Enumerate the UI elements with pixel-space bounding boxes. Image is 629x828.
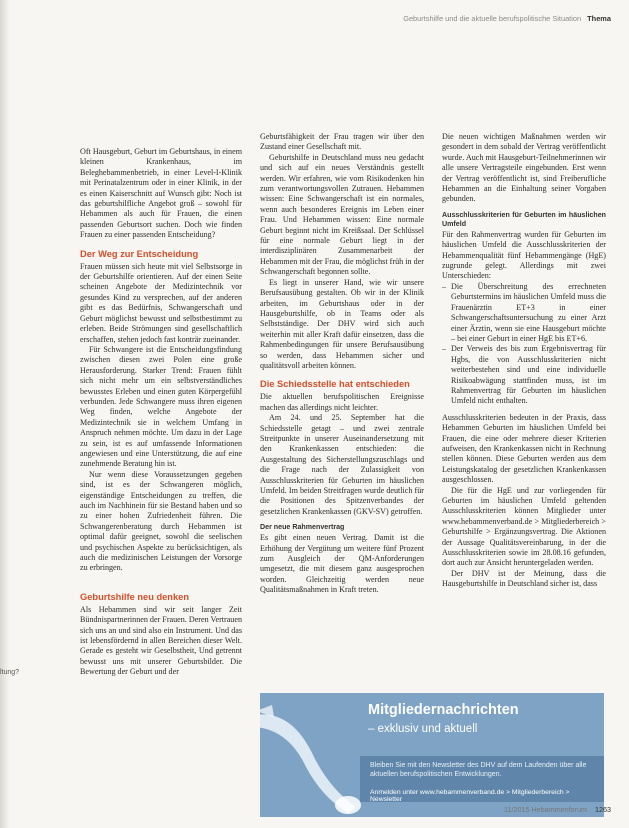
paragraph: Ausschlusskriterien bedeuten in der Praxis, dass Hebammen Geburten im häuslichen Umfeld bei Frauen, die eine oder mehrere dieser Kriterien aufweisen, den Krankenkassen nicht in Rechnung stellen können. Diese Geburten werden aus dem Leistungskatalog der gesetzlichen Krankenkassen ausgeschlossen. [442, 412, 606, 485]
ad-title: Mitgliedernachrichten [368, 702, 519, 718]
running-title: Geburtshilfe und die aktuelle berufspolitische Situation [403, 14, 582, 23]
paragraph: Nur wenn diese Voraussetzungen gegeben sind, ist es der Schwangeren möglich, eigenständige Entscheidungen zu treffen, die auch im Nachhinein für sie Bestand haben und so zu einer hohen Zufriedenheit führen. Die Schwangerenberatung durch Hebammen ist optimal dafür geeignet, sowohl die seelischen und psychischen Aspekte zu berücksichtigen, als auch die medizinischen Leistungen der Vorsorge zu erbringen. [80, 469, 242, 573]
paragraph: Geburtsfähigkeit der Frau tragen wir über den Zustand einer Gesellschaft mit. [260, 132, 424, 152]
paragraph: Für Schwangere ist die Entscheidungsfindung zwischen diesen zwei Polen eine große Herausforderung. Starker Trend: Frauen fühlt sich nicht mehr um ein selbstverständliches bewusstes Erleben und einen guten Körpergefühl verbunden. Jede Schwangere muss ihren eigenen Weg finden, welche Angebote der Medizintechnik sie in welchem Umfang in Anspruch nehmen möchte. Um dazu in der Lage zu sein, ist es auf umfassende Informationen angewiesen und eine Unterstützung, die auf eine zunehmende Beratung hin ist. [80, 344, 242, 469]
edge-fragment-text: ltung? [0, 669, 20, 676]
criteria-list [442, 282, 606, 407]
paragraph: Die für die HgE und zur vorliegenden für Geburten im häuslichen Umfeld geltenden Ausschlusskriterien können Mitglieder unter www.hebammenverband.de > Mitgliederbereich > Geburtshilfe > Ergänzungsvertrag. Die Aktionen der Aussage Qualitätsvereinbarung, in der die Ausschlusskriterien sowie im 28.08.16 gefunden, dort auch zur Ansicht heruntergeladen werden. [442, 485, 606, 568]
trumpet-icon [260, 697, 364, 815]
member-news-ad[interactable] [260, 693, 604, 817]
ad-signup-link[interactable]: Anmelden unter www.hebammenverband.de > Mitgliederbereich > Newsletter [370, 789, 570, 803]
subheading-exclusion-criteria: Ausschlusskriterien für Geburten im häuslichen Umfeld [442, 210, 606, 228]
running-header [403, 14, 611, 23]
intro-paragraph: Oft Hausgeburt, Geburt im Geburtshaus, in einem kleinen Krankenhaus, im Beleghebammenbetrieb, in einer Level-I-Klinik mit Perinatalzentrum oder in einer Klinik, in der es einen Kaiserschnitt auf Wunsch gibt: Noch ist das geburtshilfliche Angebot groß – sowohl für Hebammen als auch für Frauen, die einen passenden Geburtsort suchen. Doch wie finden Frauen zu einer passenden Entscheidung? [80, 147, 242, 240]
paragraph: Als Hebammen sind wir seit langer Zeit Bündnispartnerinnen der Frauen. Deren Vertrauen sich uns an und sind also ein Instrument. Und das ist lebensfördernd in allen Bereichen dieser Welt. Gerade es gesteht wir Geselbstheit, Und getrennt bewusst uns mit unserer Geburtsbilder. Die Bewertung der Geburt und der [80, 604, 242, 677]
text-column-2 [260, 132, 424, 596]
paragraph: Am 24. und 25. September hat die Schiedsstelle getagt – und zwei zentrale Streitpunkte in unserer Auseinandersetzung mit den Krankenkassen entschieden: die Ausgestaltung des Sicherstellungszuschlags und die Frage nach der Zulassigkeit von Ausschlusskriterien für Geburten im häuslichen Umfeld. Im beiden Streitfragen wurde deutlich für die Positionen des Spitzenverbandes der gesetzlichen Krankenkassen (GKV-SV) getroffen. [260, 413, 424, 516]
paragraph: Die aktuellen berufspolitischen Ereignisse machen das allerdings nicht leichter. [260, 392, 424, 412]
page-number: 1263 [595, 805, 611, 814]
text-column-1 [80, 147, 242, 678]
list-item: – Der Verweis des bis zum Ergebnisvertrag für Hgbs, die von Ausschlusskriterien nicht weiterbestehen sind und eine individuelle Risikoabwägung stattfinden muss, ist im Rahmenvertrag für Geburten im häuslichen Umfeld nicht enthalten. [442, 344, 606, 406]
page-spine-shadow [0, 0, 10, 828]
subheading-new-framework: Der neue Rahmenvertrag [260, 523, 345, 532]
ad-text: Bleiben Sie mit den Newsletter des DHV auf dem Laufenden über alle aktuellen berufspolitischen Entwicklungen. [370, 762, 587, 778]
paragraph: Es liegt in unserer Hand, wie wir unsere Berufsausübung gestalten. Ob wir in der Klinik arbeiten, im Geburtshaus oder in der Hausgeburtshilfe, ob in Teams oder als Selbstständige. Der DHV wird sich auch weiterhin mit aller Kraft dafür einsetzen, dass die Rahmenbedingungen für unsere Berufsausübung so werden, dass Hebammen sicher und qualitätsvoll arbeiten können. [260, 277, 424, 370]
page-footer [504, 805, 611, 814]
paragraph: Es gibt einen neuen Vertrag. Damit ist die Erhöhung der Vergütung um weitere fünf Prozent zum Ausgleich der QM-Anforderungen umgesetzt, die mit diesem ganz ausgesprochen worden. Gleichzeitig werden neue Qualitätsmaßnahmen in Kraft treten. [260, 533, 424, 595]
issue-number: 11/2015 [504, 805, 530, 814]
journal-name: Hebammenforum [531, 805, 587, 814]
paragraph: Geburtshilfe in Deutschland muss neu gedacht und sich auf ein neues Verständnis gestellt werden. Wir erfahren, wie vom Risikodenken hin zum verantwortungsvollen Zutrauen. Hebammen wissen: Eine Schwangerschaft ist ein normales, wenn auch besonderes Ereignis im Leben einer Frau. Und Hebammen wissen: Eine normale Geburt beginnt nicht im Kreißsaal. Der Schlüssel für eine normale Geburt liegt in der interdisziplinären Zusammenarbeit der Hebammen mit der Frau, die möglichst früh in der Schwangerschaft begonnen sollte. [260, 152, 424, 277]
paragraph: Die neuen wichtigen Maßnahmen werden wir gesondert in dem sobald der Vertrag veröffentlicht wurde. Auch mit Hausgeburt-Teilnehmerinnen wir alle unsere Vertragsteile eingebunden. Erst wenn der Vertrag veröffentlicht ist, sind Freiberufliche Hebammen an die Einhaltung seiner Vorgaben gebunden. [442, 132, 606, 204]
paragraph: Für den Rahmenvertrag wurden für Geburten im häuslichen Umfeld die Ausschlusskriterien der Hebammenqualität fünf Hebammengänge (HgE) zugrunde gelegt. Allerdings mit zwei Unterschieden: [442, 229, 606, 281]
list-item: – Die Überschreitung des errechneten Geburtstermins im häuslichen Umfeld muss die Frauenärztin ET+3 in einer Schwangerschaftsuntersuchung zu einer Arzt einer Ärztin, wenn sie eine Hausgeburt möchte – bei einer Geburt in einer HgE bis ET+6. [442, 282, 606, 344]
section-label: Thema [587, 14, 611, 23]
paragraph: Der DHV ist der Meinung, dass die Hausgeburtshilfe in Deutschland sicher ist, dass [442, 568, 606, 589]
ad-subtitle: – exklusiv und aktuell [368, 723, 478, 735]
heading-decision-path: Der Weg zur Entscheidung [80, 248, 199, 259]
paragraph: Frauen müssen sich heute mit viel Selbstsorge in der Geburtshilfe orientieren. Auf der einen Seite scheinen Angebote der Medizintechnik vor gesundes Kind zu versprechen, auf der anderen gibt es das Bedürfnis, Schwangerschaft und Geburt möglichst bewusst und selbstbestimmt zu erleben. Beide Strömungen sind gesellschaftlich erschaffen, stehen jedoch fast konträr zueinander. [80, 261, 242, 344]
heading-arbitration-decided: Die Schiedsstelle hat entschieden [260, 379, 410, 390]
text-column-3 [442, 132, 606, 590]
heading-rethink-obstetrics: Geburtshilfe neu denken [80, 591, 189, 602]
